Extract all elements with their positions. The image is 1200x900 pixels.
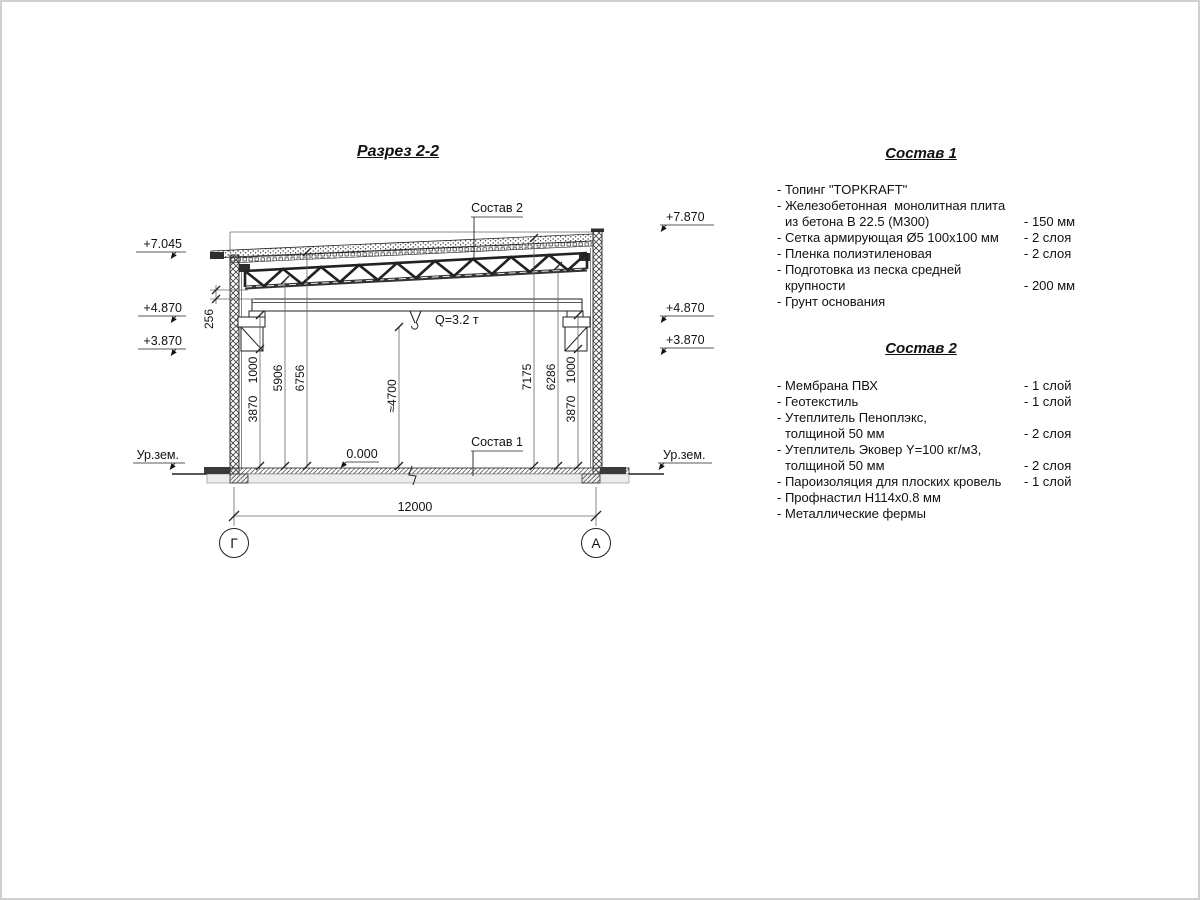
material-item: [777, 294, 1095, 310]
material-item: [777, 182, 1095, 198]
dim-5906: 5906: [271, 364, 285, 392]
material-item: [777, 230, 1095, 246]
ground-level-right: Ур.зем.: [663, 448, 706, 462]
material-line: - Топинг "TOPKRAFT": [777, 182, 908, 197]
zero-level-mark: [341, 447, 379, 468]
sostav2-list: [777, 378, 1095, 522]
roof-assembly: [210, 234, 593, 263]
dim-left-3870: 3870: [246, 395, 260, 423]
axis-letter-a: А: [591, 536, 601, 551]
material-text: [777, 198, 1024, 230]
axis-bubble-a: [582, 529, 611, 558]
blind-area-right: [600, 467, 626, 474]
material-item: [777, 474, 1095, 490]
material-quantity: - 150 мм: [1024, 214, 1076, 229]
zero-level-label: 0.000: [346, 447, 378, 461]
material-text: [777, 394, 1024, 410]
left-corbel: [238, 311, 265, 351]
material-quantity: - 2 слоя: [1024, 246, 1072, 261]
dim-256: 256: [202, 308, 216, 330]
sostav1-ref-label: Состав 1: [471, 435, 523, 449]
crane-hook: [410, 311, 421, 329]
crane-load-label: Q=3.2 т: [435, 313, 479, 327]
material-item: [777, 506, 1095, 522]
axis-bubble-g: [220, 529, 249, 558]
dim-7175: 7175: [520, 363, 534, 391]
material-quantity: - 1 слой: [1024, 474, 1072, 489]
dim-right-3870: 3870: [564, 395, 578, 423]
material-line: - Железобетонная монолитная плита: [777, 198, 1006, 213]
material-item: [777, 394, 1095, 410]
sostav1-heading: Состав 1: [885, 145, 957, 162]
material-line: - Профнастил Н114x0.8 мм: [777, 490, 941, 505]
dim-span-12000: 12000: [397, 500, 433, 514]
elevation-marks-left: [133, 237, 186, 470]
material-line: крупности: [785, 278, 846, 293]
elevation-marks-right: [658, 210, 714, 470]
elev-left-4870: +4.870: [143, 301, 182, 315]
foundation-right: [582, 474, 600, 483]
material-quantity: - 2 слоя: [1024, 458, 1072, 473]
material-line: - Утеплитель Пеноплэкс,: [777, 410, 927, 425]
foundation-left: [230, 474, 248, 483]
right-parapet-wall: [591, 229, 604, 478]
material-text: [777, 230, 1024, 246]
span-dimension: [229, 487, 601, 526]
material-text: [777, 490, 1024, 506]
elev-left-3870: +3.870: [143, 334, 182, 348]
material-text: [777, 246, 1024, 262]
material-line: толщиной 50 мм: [785, 458, 885, 473]
dim-4700: ≈4700: [385, 379, 399, 413]
material-text: [777, 378, 1024, 394]
material-line: - Грунт основания: [777, 294, 886, 309]
material-item: [777, 490, 1095, 506]
material-line: - Геотекстиль: [777, 394, 859, 409]
material-line: - Пленка полиэтиленовая: [777, 246, 932, 261]
sostav2-ref-label: Состав 2: [471, 201, 523, 215]
material-text: [777, 442, 1024, 474]
left-wall: [230, 255, 239, 477]
material-item: [777, 410, 1095, 442]
crane-beam: [252, 299, 582, 311]
roof-edge-cap: [210, 252, 224, 259]
material-text: [777, 410, 1024, 442]
material-item: [777, 246, 1095, 262]
material-quantity: - 1 слой: [1024, 394, 1072, 409]
axis-letter-g: Г: [230, 536, 238, 551]
material-line: - Сетка армирующая Ø5 100x100 мм: [777, 230, 999, 245]
material-text: [777, 262, 1024, 294]
material-quantity: - 2 слоя: [1024, 426, 1072, 441]
material-text: [777, 506, 1024, 522]
dim-left-1000: 1000: [246, 356, 260, 384]
elev-right-3870: +3.870: [666, 333, 705, 347]
elev-7870: +7.870: [666, 210, 705, 224]
material-item: [777, 198, 1095, 230]
sostav1-list: [777, 182, 1095, 310]
elev-7045: +7.045: [143, 237, 182, 251]
material-line: - Пароизоляция для плоских кровель: [777, 474, 1002, 489]
material-line: из бетона В 22.5 (М300): [785, 214, 930, 229]
sostav2-heading: Состав 2: [885, 340, 957, 357]
floor-slab: [172, 466, 664, 485]
material-text: [777, 474, 1024, 490]
dim-6756: 6756: [293, 364, 307, 392]
material-line: толщиной 50 мм: [785, 426, 885, 441]
material-text: [777, 294, 1024, 310]
blind-area-left: [204, 467, 230, 474]
material-quantity: - 1 слой: [1024, 378, 1072, 393]
material-item: [777, 262, 1095, 294]
material-item: [777, 442, 1095, 474]
material-line: - Мембрана ПВХ: [777, 378, 878, 393]
drawing-title: Разрез 2-2: [356, 143, 440, 160]
elev-right-4870: +4.870: [666, 301, 705, 315]
material-text: [777, 182, 1024, 198]
material-quantity: - 200 мм: [1024, 278, 1076, 293]
material-line: - Утеплитель Эковер Y=100 кг/м3,: [777, 442, 982, 457]
material-quantity: - 2 слоя: [1024, 230, 1072, 245]
material-line: - Подготовка из песка средней: [777, 262, 962, 277]
dim-right-1000: 1000: [564, 356, 578, 384]
material-item: [777, 378, 1095, 394]
material-line: - Металлические фермы: [777, 506, 926, 521]
ground-level-left: Ур.зем.: [136, 448, 179, 462]
dim-6286: 6286: [544, 363, 558, 391]
